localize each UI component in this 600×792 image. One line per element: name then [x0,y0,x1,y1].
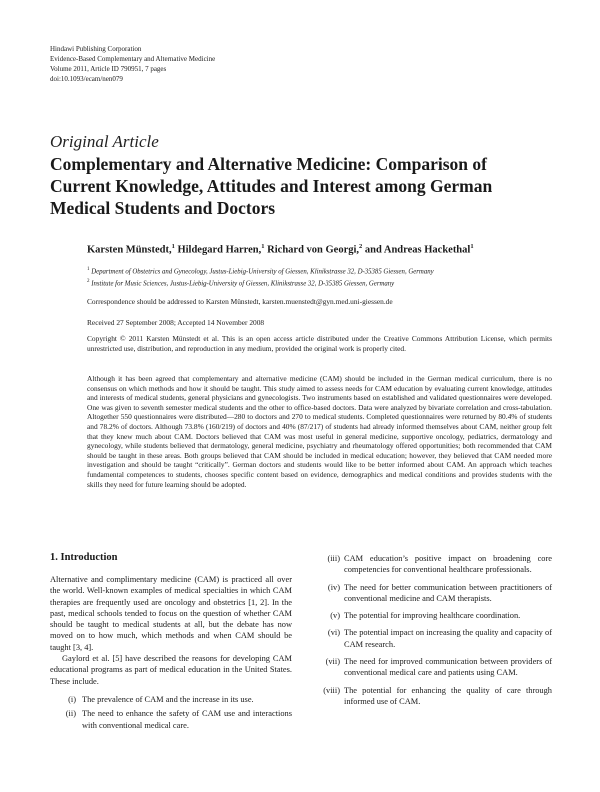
publisher: Hindawi Publishing Corporation [50,45,142,53]
volume-info: Volume 2011, Article ID 790951, 7 pages [50,65,167,73]
author-list [87,243,474,256]
affiliation-marker: 1 [87,267,90,272]
list-item: (ii) The need to enhance the safety of CAM use and interactions with conventional medical care. [65,709,292,730]
list-item: (iii) CAM education’s positive impact on broadening core competencies for conventional healthcare professionals. [327,554,552,575]
author-name: Hildegard Harren, [174,244,262,256]
list-item: (i) The prevalence of CAM and the increase in its use. [68,694,254,704]
title-line: Complementary and Alternative Medicine: Comparison of [50,154,487,174]
list-item: (viii) The potential for enhancing the quality of care through informed use of CAM. [323,685,552,706]
author-affiliation-marker: 1 [261,243,265,250]
reasons-list [50,694,292,731]
list-item: (vii) The need for improved communication between providers of conventional medical care and patients using CAM. [325,657,552,678]
body-paragraph: Alternative and complimentary medicine (CAM) is practiced all over the world. Well-known examples of medical specialties in which CAM therapies are frequently used are oncology and obstetrics [1, 2]. In the past, medical schools tended to focus on the question of whether CAM should be taught to medical students at all, but the debate has now moved on to how much, which methods and when CAM should be taught [3, 4]. [50,575,292,652]
list-item: (v) The potential for improving healthcare coordination. [330,611,521,621]
reasons-list-continued [310,553,552,707]
right-column [310,553,552,707]
article-title [50,153,570,219]
journal-name: Evidence-Based Complementary and Alternative Medicine [50,55,216,63]
body-paragraph: Gaylord et al. [5] have described the reasons for developing CAM educational programs as part of medical education in the United States. These include. [50,654,292,686]
author-affiliation-marker: 1 [470,243,474,250]
affiliation-item: $^2$ Institute for Music Sciences, Justus-Liebig-University of Giessen, Klinikstrasse 32, D-35385 Giessen, Germany [87,278,395,288]
affiliation-marker: 2 [87,278,90,284]
doi[interactable]: doi:10.1093/ecam/nen079 [50,75,123,83]
title-line: Current Knowledge, Attitudes and Interest among German [50,176,493,196]
received-dates: Received 27 September 2008; Accepted 14 November 2008 [87,318,265,327]
article-type: Original Article [50,132,159,151]
correspondence: Correspondence should be addressed to Karsten Münstedt, karsten.muenstedt@gyn.med.uni-giessen.de [87,297,393,306]
section-heading: 1. Introduction [50,552,118,563]
author-name: and Andreas Hackethal [362,244,471,256]
affiliation-item: $^1$ Department of Obstetrics and Gynecology, Justus-Liebig-University of Giessen, Klinikstrasse 32, D-35385 Giessen, Germany [87,267,434,276]
copyright-notice: Copyright © 2011 Karsten Münstedt et al. This is an open access article distributed under the Creative Commons Attribution License, which permits unrestricted use, distribution, and reproduction in any medium, provided the original work is properly cited. [87,334,552,354]
author-affiliation-marker: 1 [171,243,175,250]
list-item: (iv) The need for better communication between practitioners of conventional medicine and CAM therapists. [327,582,552,603]
affiliations [87,265,434,289]
left-column [50,552,292,731]
journal-header [50,44,215,84]
abstract: Although it has been agreed that complementary and alternative medicine (CAM) should be included in the German medical curriculum, there is no consensus on which methods and how it should be taught. This study aimed to assess needs for CAM education by evaluating current knowledge, attitudes and interests of medical students, general physicians and gynecologists. Two instruments based on established and validated questionnaires were developed. One was given to seventh semester medical students and the other to office-based doctors. Data were analyzed by bivariate correlation and cross-tabulation. Altogether 550 questionnaires were distributed—280 to doctors and 270 to medical students. Completed questionnaires were returned by 80.4% of students and 78.2% of doctors. Although 73.8% (160/219) of doctors and 40% (87/217) of students had already informed themselves about CAM, neither group felt that they knew much about CAM. Doctors believed that CAM was most useful in general medicine, supportive oncology, pediatrics, dermatology and gynecology, while students believed that dermatology, general medicine, psychiatry and rheumatology offered opportunities; both recommended that CAM should be taught in these areas. Both groups believed that CAM should be included in medical education; however, they believed that CAM needed more investigation and should be taught “critically”. German doctors and students would like to be better informed about CAM. An approach which teaches fundamental competences to students, chooses specific content based on evidence, demographics and medical conditions and provides students with the skills they need for future learning should be adopted. [87,374,552,489]
title-line: Medical Students and Doctors [50,198,276,218]
author-name: Richard von Georgi, [264,244,360,256]
author-name: Karsten Münstedt, [87,244,172,256]
list-item: (vi) The potential impact on increasing the quality and capacity of CAM research. [327,628,552,649]
author-affiliation-marker: 2 [359,243,363,250]
